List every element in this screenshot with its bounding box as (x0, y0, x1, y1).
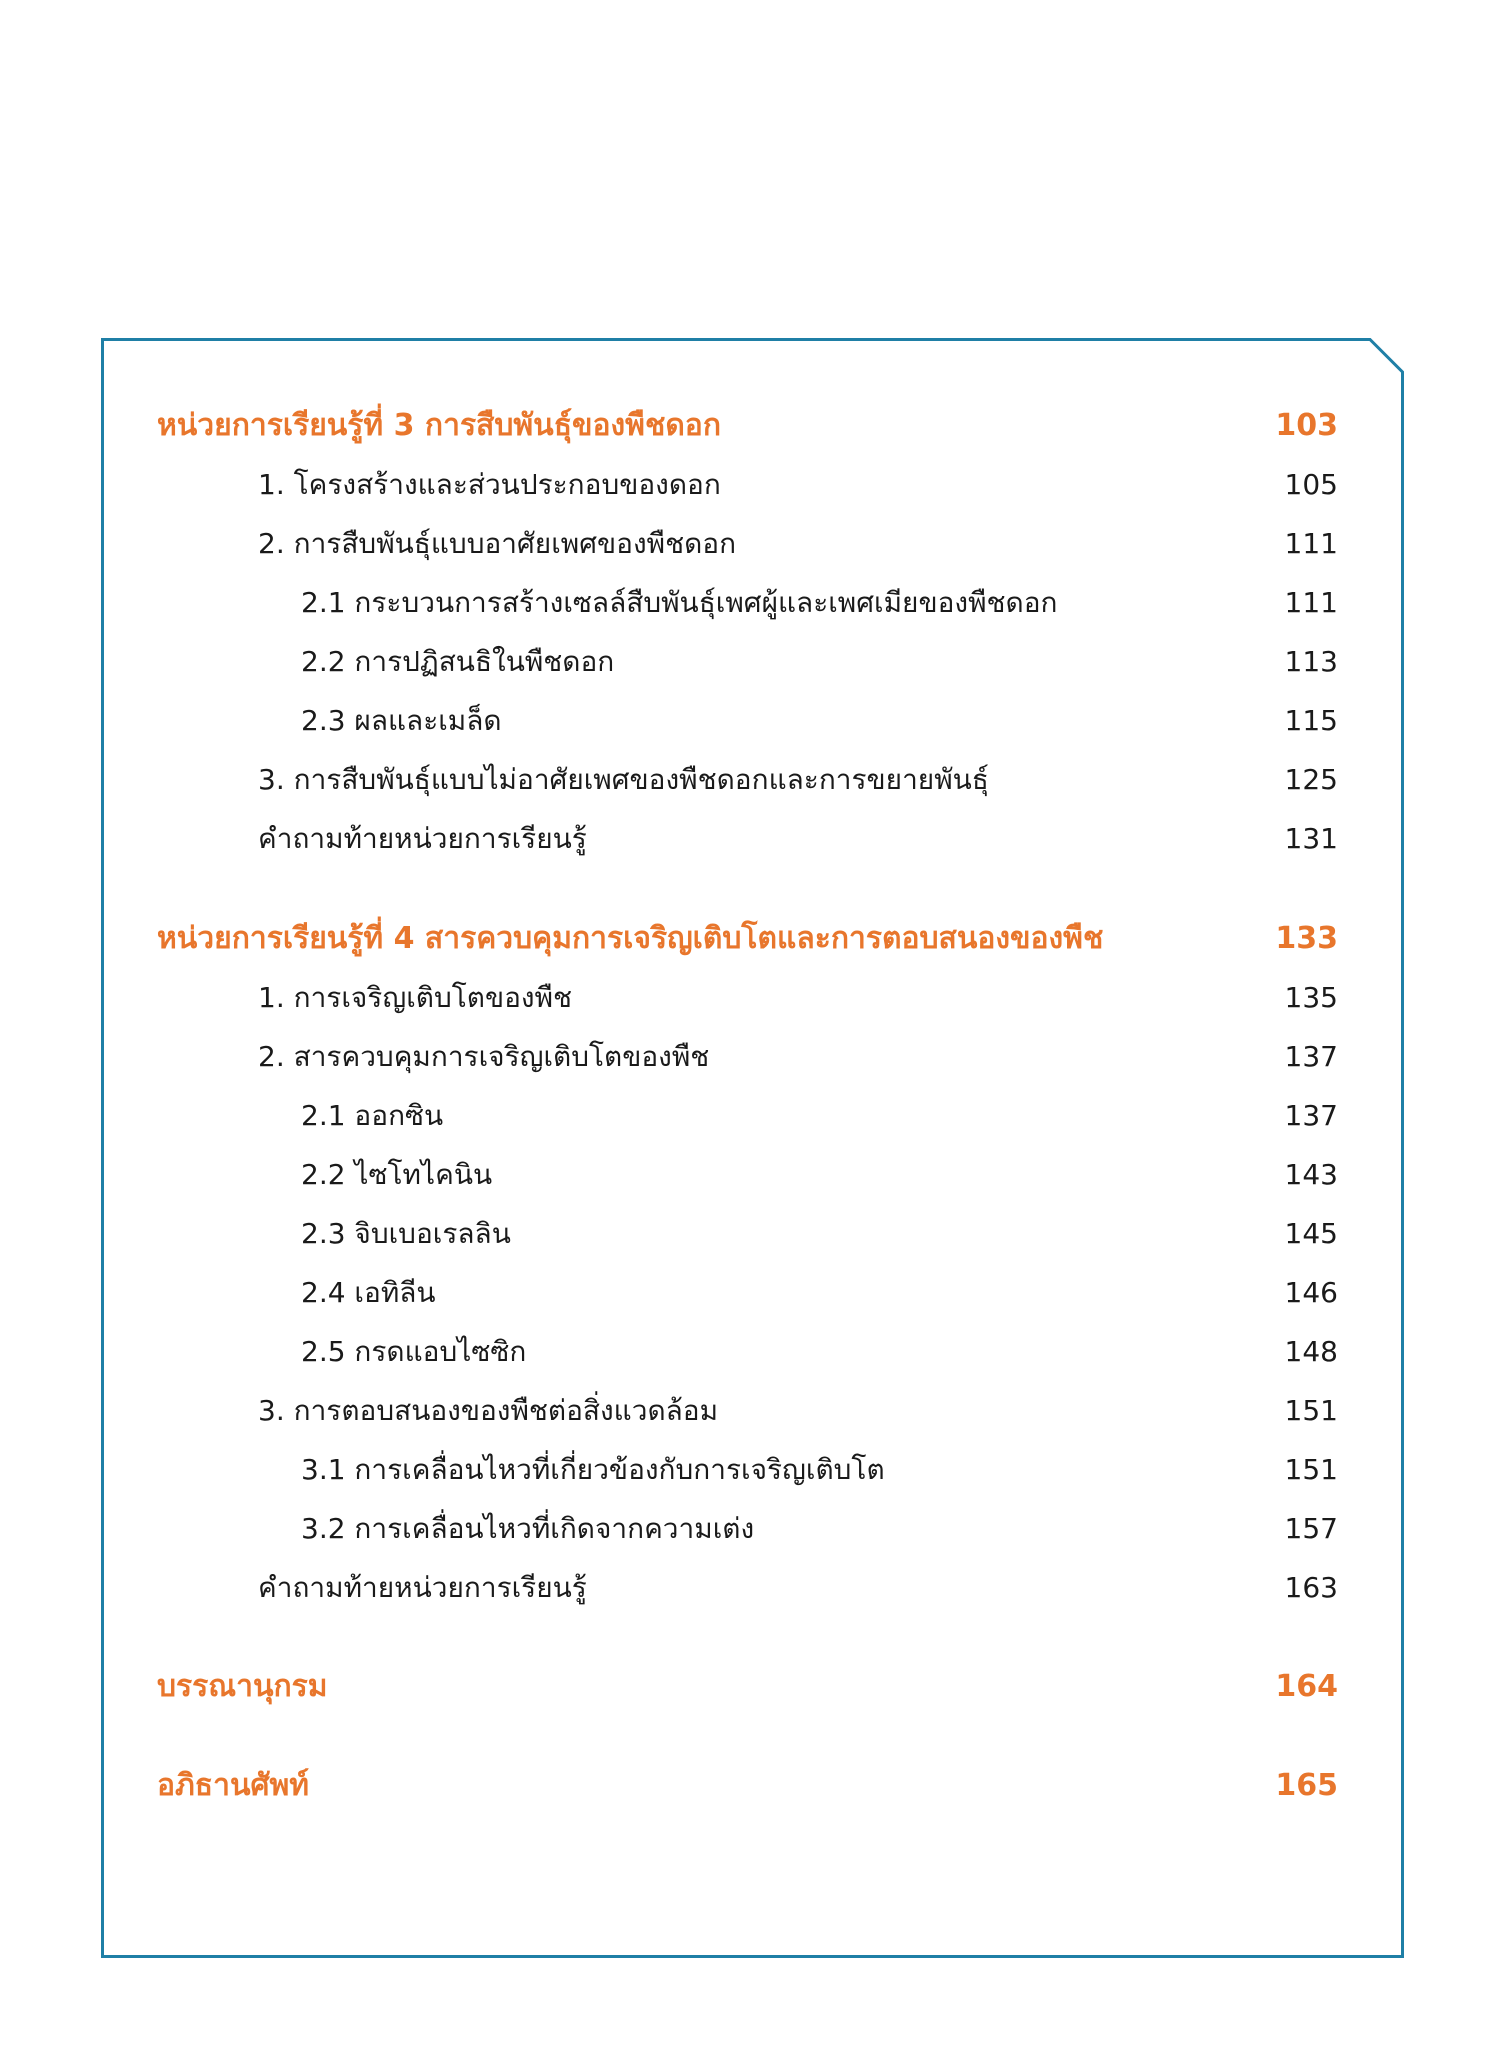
toc-page-number: 131 (1284, 822, 1338, 855)
toc-subentry[interactable] (101, 1091, 1404, 1141)
toc-page-number: 111 (1284, 527, 1338, 560)
toc-page-number: 146 (1284, 1276, 1338, 1309)
toc-bibliography[interactable] (101, 1662, 1404, 1712)
toc-page-number: 165 (1275, 1768, 1338, 1803)
toc-unit-title: อภิธานศัพท์ (157, 1768, 310, 1803)
toc-frame (101, 338, 1404, 1958)
toc-entry[interactable] (101, 519, 1404, 569)
toc-subentry[interactable] (101, 1445, 1404, 1495)
toc-subentry[interactable] (101, 1327, 1404, 1377)
toc-page-number: 137 (1284, 1040, 1338, 1073)
toc-page-number: 157 (1284, 1512, 1338, 1545)
toc-entry-label: 2.1 กระบวนการสร้างเซลล์สืบพันธุ์เพศผู้และเพศเมียของพืชดอก (301, 586, 1058, 619)
toc-page-number: 137 (1284, 1099, 1338, 1132)
toc-page-number: 135 (1284, 981, 1338, 1014)
toc-entry-label: 2. สารควบคุมการเจริญเติบโตของพืช (258, 1040, 710, 1073)
toc-page-number: 151 (1284, 1394, 1338, 1427)
toc-page-number: 145 (1284, 1217, 1338, 1250)
toc-entry[interactable] (101, 1032, 1404, 1082)
toc-entry-label: 3. การสืบพันธุ์แบบไม่อาศัยเพศของพืชดอกและการขยายพันธุ์ (258, 763, 989, 796)
toc-page-number: 113 (1284, 645, 1338, 678)
toc-page-number: 163 (1284, 1571, 1338, 1604)
toc-subentry[interactable] (101, 637, 1404, 687)
toc-entry-label: 2.3 ผลและเมล็ด (301, 704, 502, 737)
toc-subentry[interactable] (101, 1268, 1404, 1318)
toc-entry-label: คำถามท้ายหน่วยการเรียนรู้ (258, 1571, 587, 1604)
toc-page-number: 111 (1284, 586, 1338, 619)
toc-entry-label: 2.2 การปฏิสนธิในพืชดอก (301, 645, 615, 678)
toc-entry[interactable] (101, 755, 1404, 805)
toc-entry-label: 3. การตอบสนองของพืชต่อสิ่งแวดล้อม (258, 1394, 719, 1427)
toc-entry[interactable] (101, 460, 1404, 510)
toc-entry-label: 3.1 การเคลื่อนไหวที่เกี่ยวข้องกับการเจริญเติบโต (301, 1453, 885, 1486)
toc-entry-label: 2.5 กรดแอบไซซิก (301, 1335, 527, 1368)
toc-unit-3[interactable] (101, 401, 1404, 451)
toc-glossary[interactable] (101, 1761, 1404, 1811)
toc-entry-label: 2.1 ออกซิน (301, 1099, 444, 1132)
toc-page-number: 151 (1284, 1453, 1338, 1486)
toc-subentry[interactable] (101, 578, 1404, 628)
toc-entry-label: 1. โครงสร้างและส่วนประกอบของดอก (258, 468, 721, 501)
toc-entry-review[interactable] (101, 814, 1404, 864)
toc-unit-title: หน่วยการเรียนรู้ที่ 4 สารควบคุมการเจริญเติบโตและการตอบสนองของพืช (157, 921, 1104, 956)
toc-page-number: 115 (1284, 704, 1338, 737)
toc-entry[interactable] (101, 973, 1404, 1023)
toc-page-number: 148 (1284, 1335, 1338, 1368)
table-of-contents (101, 338, 1404, 1958)
toc-unit-4[interactable] (101, 914, 1404, 964)
toc-subentry[interactable] (101, 1150, 1404, 1200)
toc-unit-title: บรรณานุกรม (157, 1669, 328, 1704)
toc-entry-label: 2. การสืบพันธุ์แบบอาศัยเพศของพืชดอก (258, 527, 737, 560)
toc-page-number: 125 (1284, 763, 1338, 796)
toc-page-number: 105 (1284, 468, 1338, 501)
toc-page-number: 164 (1275, 1669, 1338, 1704)
toc-unit-title: หน่วยการเรียนรู้ที่ 3 การสืบพันธุ์ของพืชดอก (157, 408, 721, 443)
toc-entry-label: 2.3 จิบเบอเรลลิน (301, 1217, 511, 1250)
toc-subentry[interactable] (101, 696, 1404, 746)
toc-entry-review[interactable] (101, 1563, 1404, 1613)
toc-page-number: 103 (1275, 408, 1338, 443)
toc-entry[interactable] (101, 1386, 1404, 1436)
toc-page-number: 143 (1284, 1158, 1338, 1191)
toc-subentry[interactable] (101, 1504, 1404, 1554)
toc-page-number: 133 (1275, 921, 1338, 956)
toc-entry-label: 3.2 การเคลื่อนไหวที่เกิดจากความเต่ง (301, 1512, 755, 1545)
toc-entry-label: คำถามท้ายหน่วยการเรียนรู้ (258, 822, 587, 855)
toc-entry-label: 2.4 เอทิลีน (301, 1276, 436, 1309)
toc-entry-label: 1. การเจริญเติบโตของพืช (258, 981, 573, 1014)
toc-subentry[interactable] (101, 1209, 1404, 1259)
toc-entry-label: 2.2 ไซโทไคนิน (301, 1158, 493, 1191)
